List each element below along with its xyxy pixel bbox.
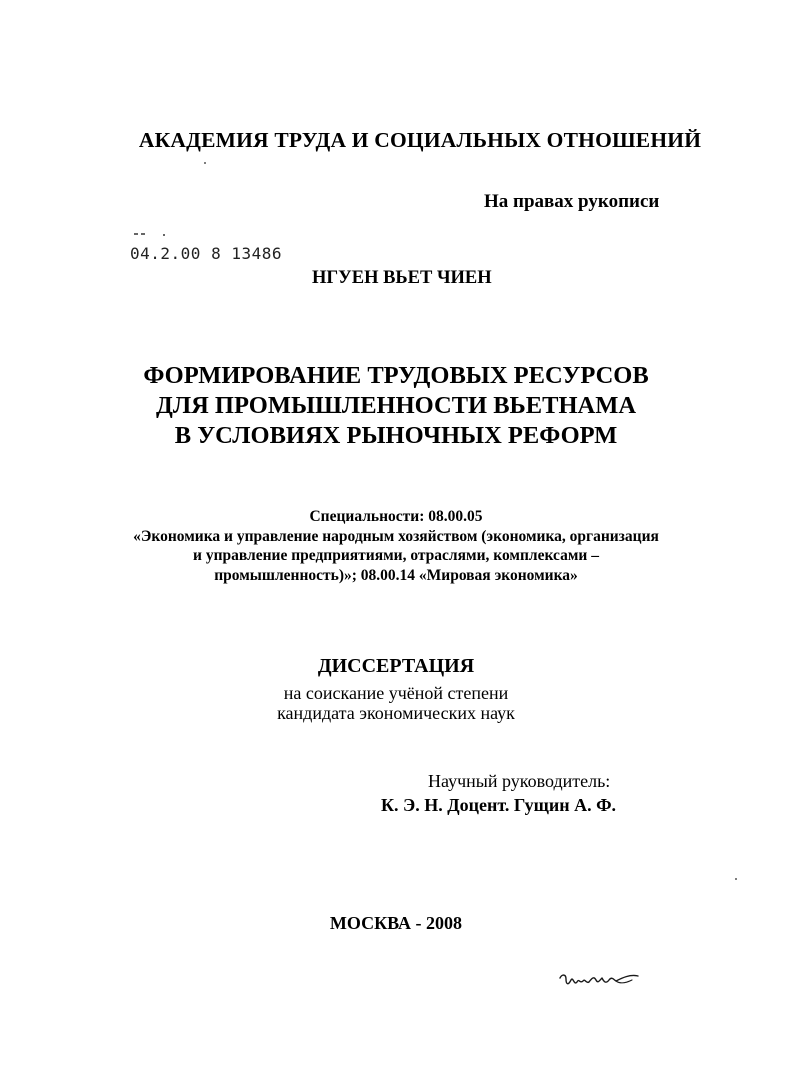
- dissertation-title: [0, 361, 792, 451]
- author-name: НГУЕН ВЬЕТ ЧИЕН: [312, 268, 492, 288]
- supervisor-label: Научный руководитель:: [428, 771, 611, 791]
- supervisor-name: К. Э. Н. Доцент. Гущин А. Ф.: [381, 795, 617, 815]
- specialty-line: Специальности: 08.00.05: [309, 508, 483, 525]
- stamp-marks: [133, 232, 173, 238]
- title-line: ДЛЯ ПРОМЫШЛЕННОСТИ ВЬЕТНАМА: [155, 392, 637, 419]
- city-year: МОСКВА - 2008: [329, 913, 463, 933]
- scan-speck: [735, 878, 737, 880]
- title-line: В УСЛОВИЯХ РЫНОЧНЫХ РЕФОРМ: [174, 422, 618, 449]
- document-type: ДИССЕРТАЦИЯ: [317, 655, 475, 677]
- library-stamp: 04.2.00 8 13486: [130, 244, 282, 263]
- handwritten-signature: [556, 966, 642, 996]
- scan-speck: [204, 162, 206, 164]
- title-line: ФОРМИРОВАНИЕ ТРУДОВЫХ РЕСУРСОВ: [143, 362, 649, 389]
- degree-description: [0, 683, 792, 723]
- rights-notice: На правах рукописи: [484, 191, 660, 212]
- degree-line: кандидата экономических наук: [277, 703, 515, 723]
- degree-line: на соискание учёной степени: [283, 683, 509, 703]
- specialty-line: и управление предприятиями, отраслями, комплексами –: [193, 547, 599, 564]
- specialty-line: промышленность)»; 08.00.14 «Мировая экономика»: [214, 566, 578, 584]
- specialty-block: [0, 507, 792, 585]
- organization-name: АКАДЕМИЯ ТРУДА И СОЦИАЛЬНЫХ ОТНОШЕНИЙ: [138, 128, 702, 152]
- specialty-line: «Экономика и управление народным хозяйством (экономика, организация: [133, 527, 659, 545]
